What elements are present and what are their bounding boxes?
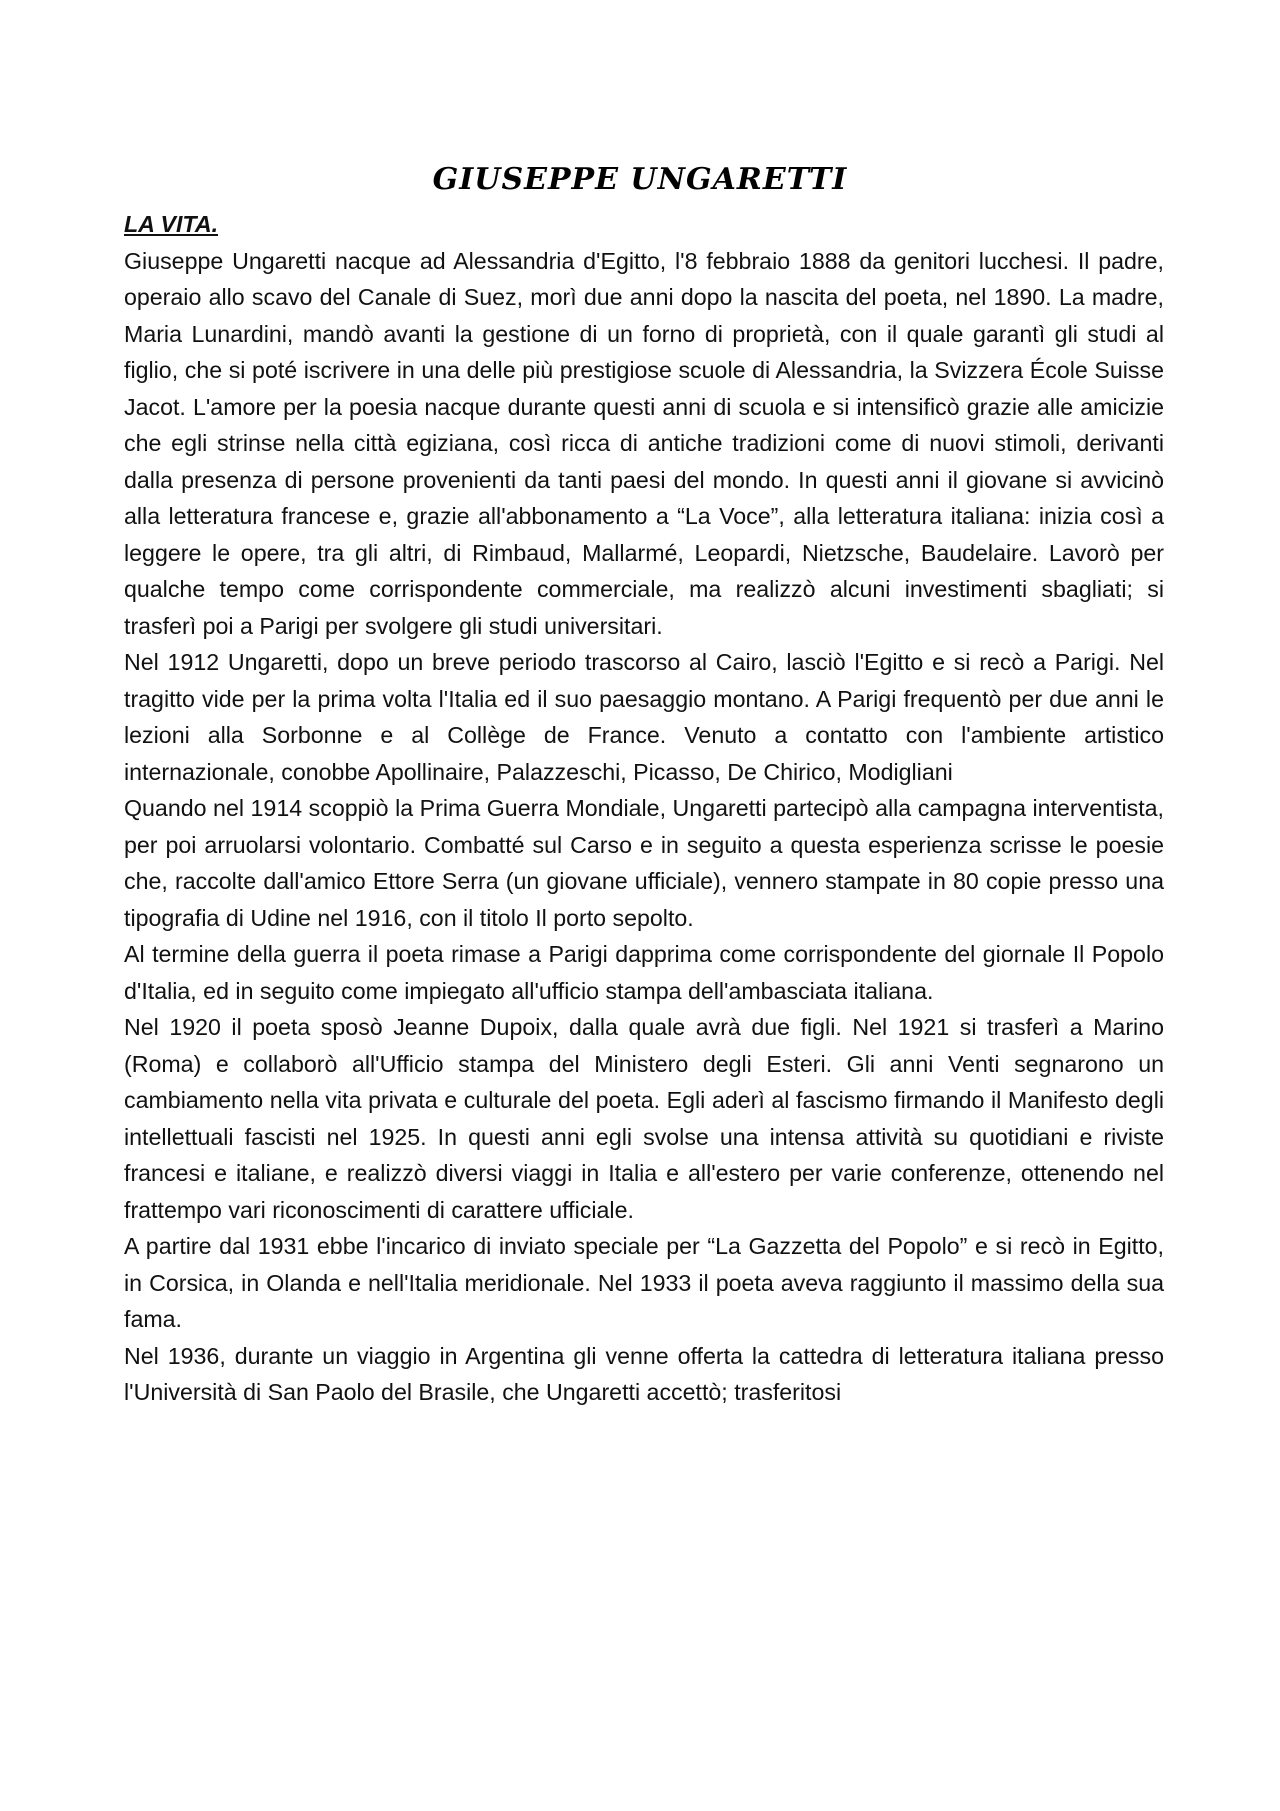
section-heading: LA VITA. xyxy=(124,211,219,237)
paragraph: Nel 1912 Ungaretti, dopo un breve periodo trascorso al Cairo, lasciò l'Egitto e si recò a Parigi. Nel tragitto vide per la prima volta l'Italia ed il suo paesaggio montano. A Parigi frequentò per due anni le lezioni alla Sorbonne e al Collège de France. Venuto a contatto con l'ambiente artistico internazionale, conobbe Apollinaire, Palazzeschi, Picasso, De Chirico, Modigliani xyxy=(124,649,1164,785)
paragraph: Al termine della guerra il poeta rimase a Parigi dapprima come corrispondente del giornale Il Popolo d'Italia, ed in seguito come impiegato all'ufficio stampa dell'ambasciata italiana. xyxy=(124,941,1164,1004)
paragraph: Nel 1936, durante un viaggio in Argentina gli venne offerta la cattedra di letteratura italiana presso l'Università di San Paolo del Brasile, che Ungaretti accettò; trasferitosi xyxy=(124,1342,1164,1405)
document-title: GIUSEPPE UNGARETTI xyxy=(432,162,848,197)
paragraph: Giuseppe Ungaretti nacque ad Alessandria d'Egitto, l'8 febbraio 1888 da genitori lucchesi. Il padre, operaio allo scavo del Canale di Suez, morì due anni dopo la nascita del poeta, nel 1890. La madre, Maria Lunardini, mandò avanti la gestione di un forno di proprietà, con il quale garantì gli studi al figlio, che si poté iscrivere in una delle più prestigiose scuole di Alessandria, la Svizzera École Suisse Jacot. L'amore per la poesia nacque durante questi anni di scuola e si intensificò grazie alle amicizie che egli strinse nella città egiziana, così ricca di antiche tradizioni come di nuovi stimoli, derivanti dalla presenza di persone provenienti da tanti paesi del mondo. In questi anni il giovane si avvicinò alla letteratura francese e, grazie all'abbonamento a “La Voce”, alla letteratura italiana: inizia così a leggere le opere, tra gli altri, di Rimbaud, Mallarmé, Leopardi, Nietzsche, Baudelaire. Lavorò per qualche tempo come corrispondente commerciale, ma realizzò alcuni investimenti sbagliati; si trasferì poi a Parigi per svolgere gli studi universitari. xyxy=(124,247,1164,639)
paragraph: Nel 1920 il poeta sposò Jeanne Dupoix, dalla quale avrà due figli. Nel 1921 si trasferì a Marino (Roma) e collaborò all'Ufficio stampa del Ministero degli Esteri. Gli anni Venti segnarono un cambiamento nella vita privata e culturale del poeta. Egli aderì al fascismo firmando il Manifesto degli intellettuali fascisti nel 1925. In questi anni egli svolse una intensa attività su quotidiani e riviste francesi e italiane, e realizzò diversi viaggi in Italia e all'estero per varie conferenze, ottenendo nel frattempo vari riconoscimenti di carattere ufficiale. xyxy=(124,1014,1164,1223)
document-body xyxy=(124,206,1164,1411)
paragraph: Quando nel 1914 scoppiò la Prima Guerra Mondiale, Ungaretti partecipò alla campagna interventista, per poi arruolarsi volontario. Combatté sul Carso e in seguito a questa esperienza scrisse le poesie che, raccolte dall'amico Ettore Serra (un giovane ufficiale), vennero stampate in 80 copie presso una tipografia di Udine nel 1916, con il titolo Il porto sepolto. xyxy=(124,795,1164,931)
paragraph: A partire dal 1931 ebbe l'incarico di inviato speciale per “La Gazzetta del Popolo” e si recò in Egitto, in Corsica, in Olanda e nell'Italia meridionale. Nel 1933 il poeta aveva raggiunto il massimo della sua fama. xyxy=(124,1233,1164,1332)
